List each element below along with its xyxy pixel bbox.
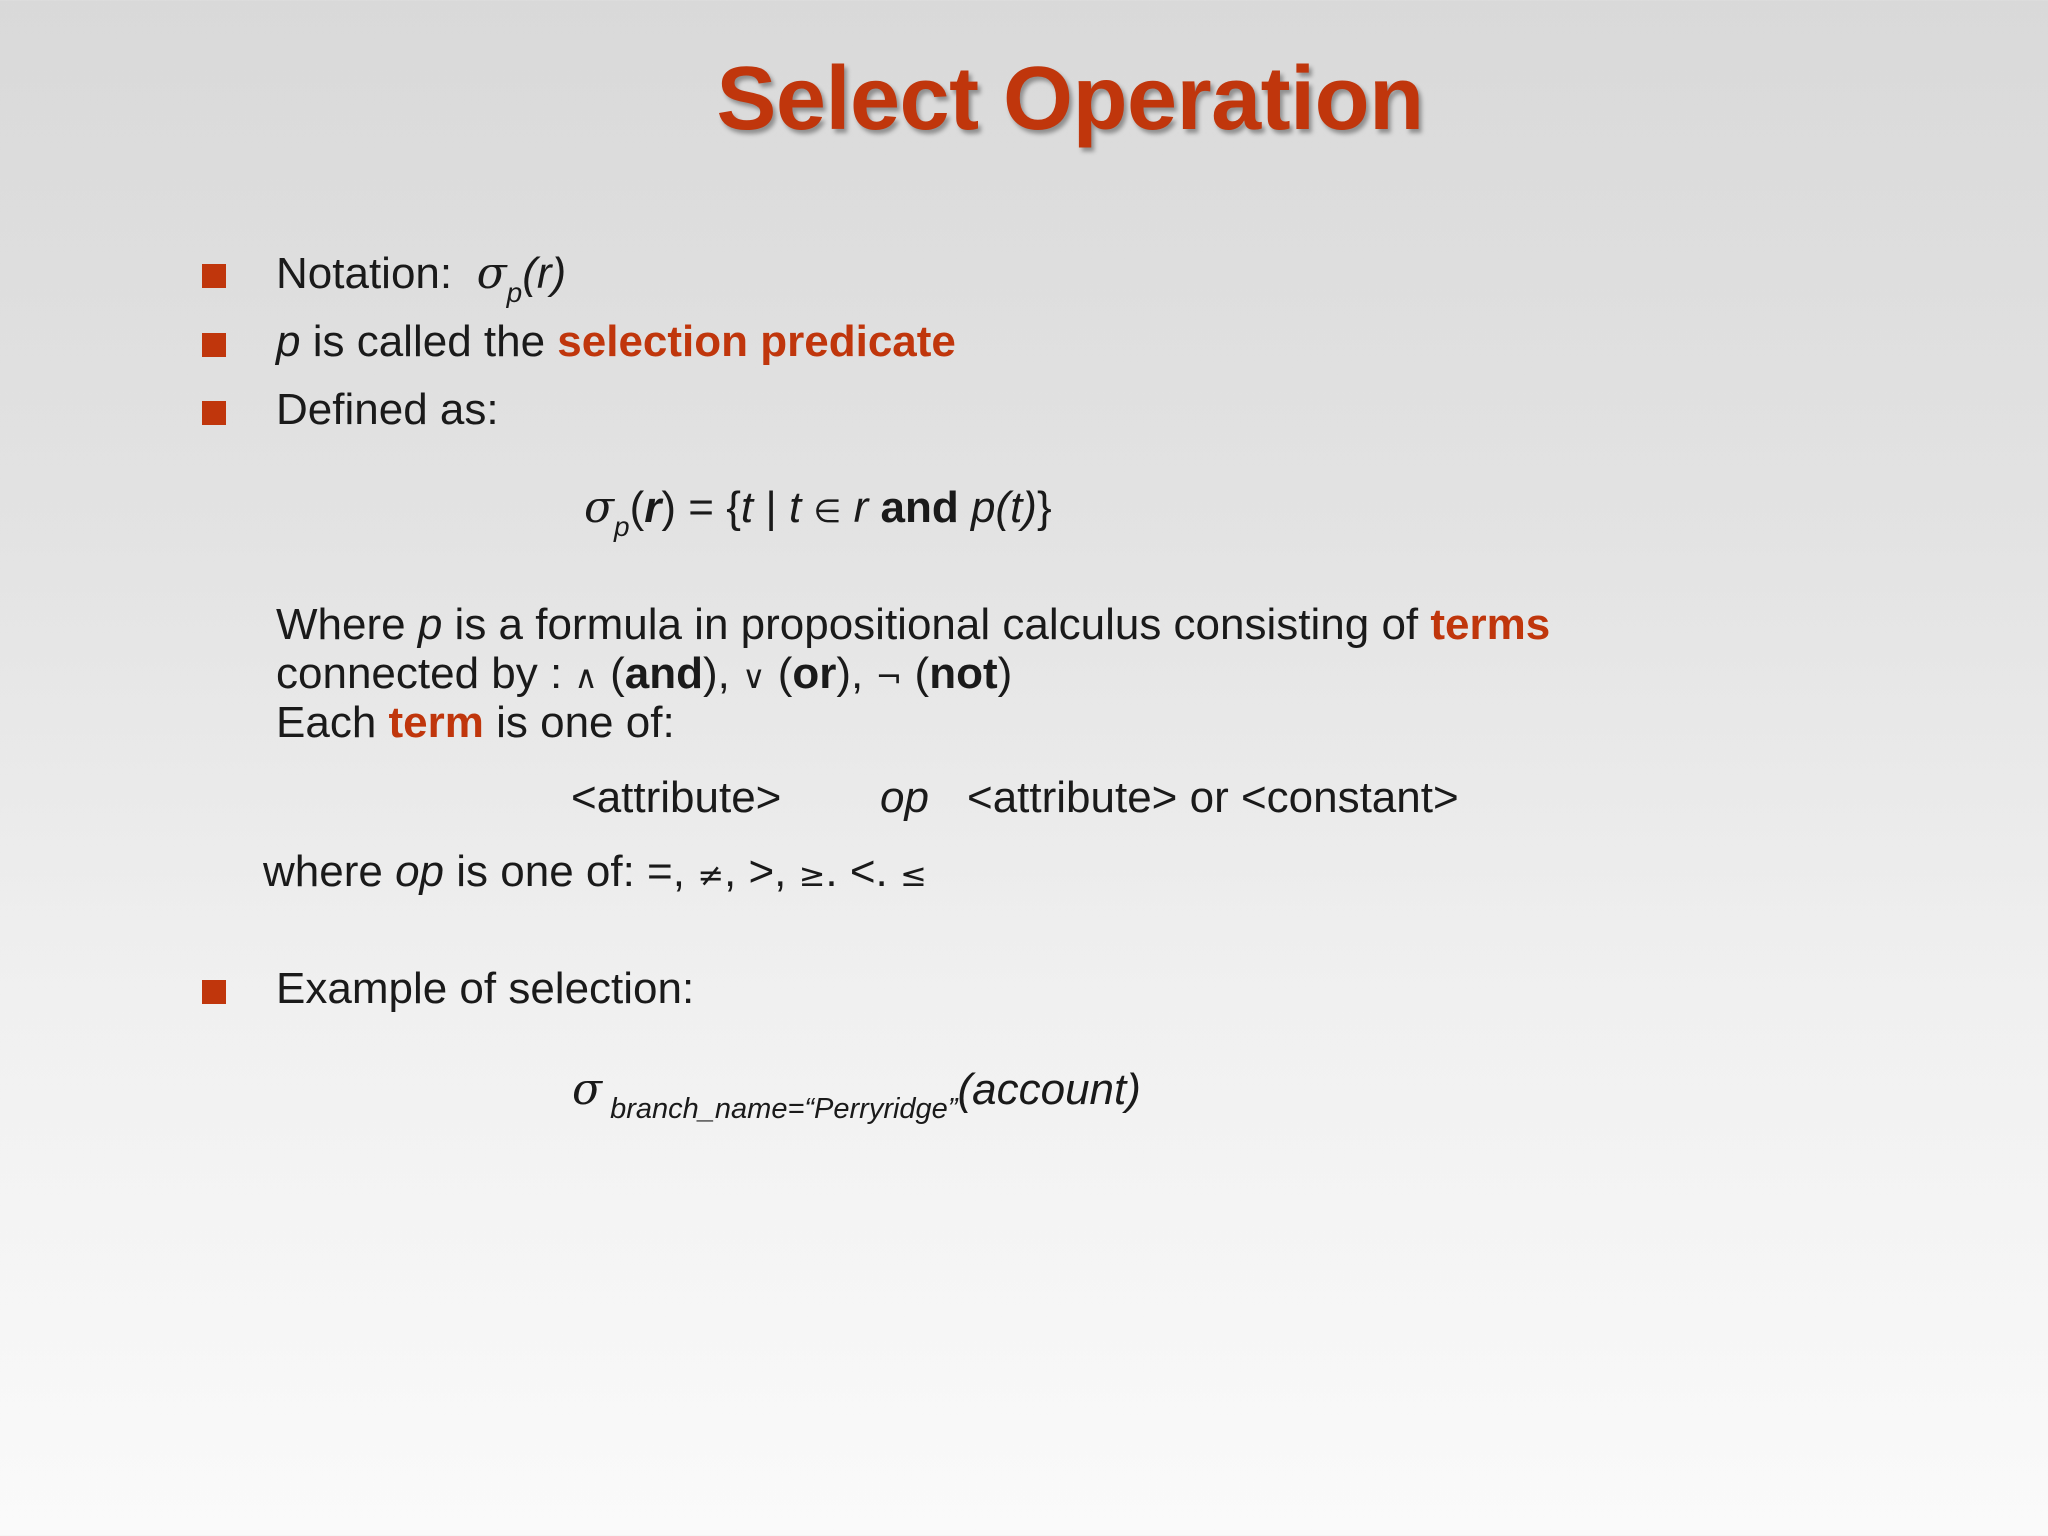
- definition-close: ) = {: [661, 483, 741, 532]
- definition-sigma: σ: [584, 482, 615, 533]
- paren-close: ),: [702, 649, 743, 698]
- term-highlight: term: [388, 698, 484, 747]
- op-where-text: where: [263, 847, 396, 896]
- notation-line: [276, 248, 567, 308]
- slide-title: Select Operation: [716, 49, 1424, 149]
- selection-predicate-term: selection predicate: [557, 317, 956, 366]
- is-one-of-text: is one of:: [483, 698, 675, 747]
- or-symbol: ∨: [742, 658, 766, 696]
- where-text-a: Where: [276, 600, 418, 649]
- bullet-square-icon: [202, 980, 226, 1004]
- definition-t1: t: [740, 483, 754, 532]
- element-of-symbol: ∈: [813, 492, 842, 530]
- definition-open: (: [629, 483, 645, 532]
- paren-open: (: [902, 649, 930, 698]
- op-list-text-c: , >,: [724, 847, 799, 896]
- where-line-2: [276, 650, 1012, 698]
- example-sigma: σ: [572, 1064, 603, 1115]
- where-line-1: [276, 601, 1550, 649]
- defined-as-line: Defined as:: [276, 385, 499, 434]
- not-word: not: [929, 649, 998, 698]
- predicate-p: p: [276, 317, 301, 366]
- and-symbol: ∧: [574, 658, 598, 696]
- not-equal-symbol: ≠: [697, 856, 724, 894]
- definition-end: }: [1036, 483, 1052, 532]
- or-word: or: [792, 649, 837, 698]
- bullet-square-icon: [202, 333, 226, 357]
- term-op: op: [880, 773, 929, 822]
- notation-argument: (r): [522, 249, 567, 298]
- example-formula: [572, 1064, 1141, 1125]
- example-argument: (account): [957, 1065, 1141, 1114]
- paren-open: (: [597, 649, 625, 698]
- bullet-square-icon: [202, 401, 226, 425]
- definition-pt: p(t): [958, 483, 1037, 532]
- definition-t2: t: [789, 483, 802, 532]
- less-equal-symbol: ≤: [900, 856, 927, 894]
- where-p: p: [417, 600, 443, 649]
- where-line-3: [276, 699, 675, 747]
- definition-and: and: [880, 483, 959, 532]
- op-list-text-d: . <.: [825, 847, 900, 896]
- notation-subscript: p: [506, 277, 523, 308]
- op-list-text: is one of: =,: [444, 847, 698, 896]
- definition-subscript: p: [614, 511, 630, 542]
- predicate-line: [276, 318, 956, 366]
- terms-highlight: terms: [1430, 600, 1551, 649]
- term-right-attribute: <attribute> or <constant>: [967, 773, 1459, 822]
- where-text-b: is a formula in propositional calculus consisting of: [442, 600, 1431, 649]
- bullet-square-icon: [202, 264, 226, 288]
- and-word: and: [624, 649, 703, 698]
- notation-label: Notation:: [276, 249, 453, 298]
- op-word: op: [395, 847, 445, 896]
- op-line: [263, 848, 927, 896]
- paren-open: (: [765, 649, 793, 698]
- definition-r: r: [644, 483, 662, 532]
- greater-equal-symbol: ≥: [798, 856, 826, 894]
- definition-r2: r: [841, 483, 881, 532]
- connected-by-text: connected by :: [276, 649, 575, 698]
- sigma-symbol: σ: [476, 248, 507, 299]
- example-line: Example of selection:: [276, 964, 695, 1013]
- each-text: Each: [276, 698, 389, 747]
- example-subscript: branch_name=“Perryridge”: [602, 1093, 958, 1125]
- paren-close: ),: [836, 649, 876, 698]
- not-symbol: ¬: [875, 658, 903, 696]
- paren-close: ): [997, 649, 1013, 698]
- predicate-text: is called the: [300, 317, 558, 366]
- term-left-attribute: <attribute>: [571, 773, 782, 822]
- definition-formula: [584, 482, 1052, 542]
- definition-bar: |: [753, 483, 790, 532]
